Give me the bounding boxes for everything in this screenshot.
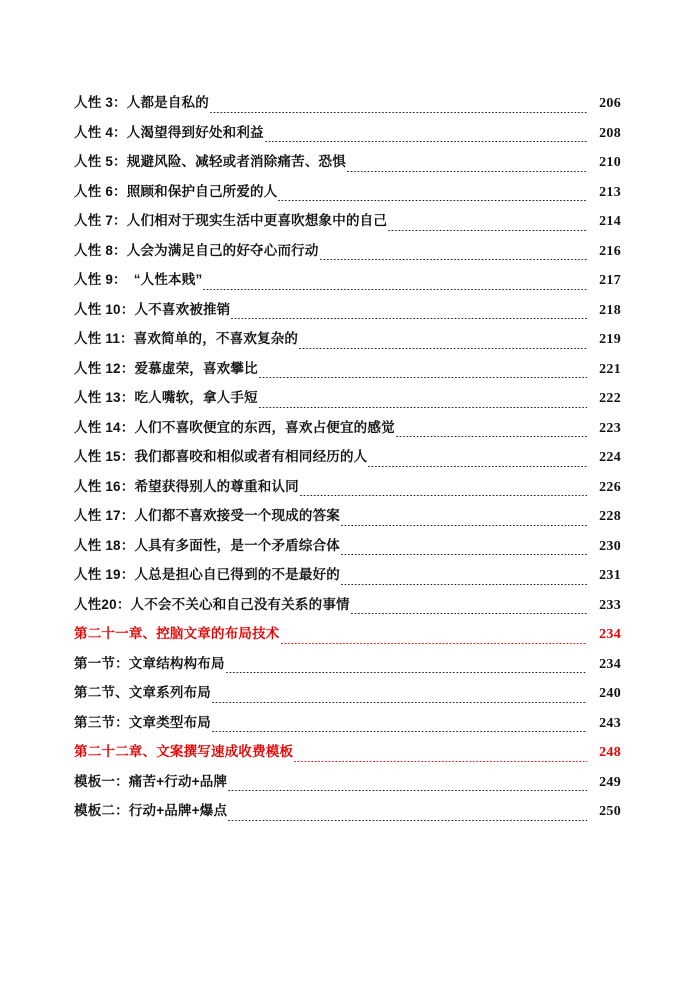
dot-leader	[294, 761, 587, 762]
toc-entry-page-number: 206	[599, 96, 621, 111]
toc-entry-page-number: 216	[599, 243, 621, 259]
dot-leader	[210, 112, 587, 113]
toc-entry-label: 第一节：文章结构构布局	[74, 655, 225, 671]
toc-row[interactable]	[74, 413, 621, 443]
toc-entry-page-number: 250	[599, 804, 621, 819]
toc-row[interactable]	[74, 501, 621, 531]
toc-entry-label: 人性 12：爱慕虚荣，喜欢攀比	[74, 360, 258, 376]
dot-leader	[299, 348, 587, 349]
dot-leader	[396, 436, 587, 437]
toc-entry-label: 人性 16：希望获得别人的尊重和认同	[74, 478, 299, 494]
toc-entry-label: 人性 8：人会为满足自己的好夺心而行动	[74, 242, 319, 258]
toc-row[interactable]	[74, 531, 621, 561]
dot-leader	[226, 672, 587, 673]
toc-row[interactable]	[74, 767, 621, 797]
toc-entry-page-number: 230	[599, 538, 621, 554]
table-of-contents	[74, 88, 621, 826]
toc-entry-page-number: 231	[599, 568, 621, 583]
dot-leader	[320, 259, 587, 260]
toc-entry-label: 人性 5：规避风险、减轻或者消除痛苦、恐惧	[74, 154, 346, 169]
toc-entry-label: 人性20：人不会不关心和自己没有关系的事情	[74, 596, 350, 612]
toc-row[interactable]	[74, 118, 621, 148]
toc-row[interactable]	[74, 796, 621, 826]
toc-row[interactable]	[74, 472, 621, 502]
toc-entry-page-number: 226	[599, 479, 621, 495]
dot-leader	[351, 613, 587, 614]
toc-entry-label: 人性 15：我们都喜咬和相似或者有相同经历的人	[74, 449, 368, 464]
dot-leader	[259, 407, 587, 408]
toc-row[interactable]	[74, 737, 621, 767]
dot-leader	[265, 141, 587, 142]
toc-row[interactable]	[74, 354, 621, 384]
dot-leader	[212, 702, 587, 703]
toc-entry-page-number: 228	[599, 509, 621, 524]
dot-leader	[341, 584, 587, 585]
toc-entry-label: 人性 6：照顾和保护自己所爱的人	[74, 183, 278, 199]
toc-entry-page-number: 214	[599, 214, 621, 229]
toc-entry-label: 第三节：文章类型布局	[74, 714, 211, 730]
toc-row[interactable]	[74, 619, 621, 649]
toc-entry-label: 人性 13：吃人嘴软，拿人手短	[74, 390, 258, 405]
toc-row[interactable]	[74, 442, 621, 472]
dot-leader	[228, 820, 587, 821]
toc-entry-page-number: 218	[599, 302, 621, 318]
toc-entry-page-number: 221	[599, 361, 621, 377]
dot-leader	[212, 731, 587, 732]
dot-leader	[388, 230, 587, 231]
toc-entry-label: 人性 19：人总是担心自已得到的不是最好的	[74, 567, 340, 582]
toc-entry-page-number: 234	[599, 627, 621, 642]
toc-entry-label: 第二节、文章系列布局	[74, 685, 211, 700]
toc-row[interactable]	[74, 708, 621, 738]
toc-entry-page-number: 217	[599, 273, 621, 288]
dot-leader	[281, 643, 588, 644]
toc-entry-page-number: 224	[599, 450, 621, 465]
dot-leader	[228, 790, 587, 791]
toc-row[interactable]	[74, 383, 621, 413]
toc-row[interactable]	[74, 649, 621, 679]
toc-entry-label: 人性 14：人们不喜吹便宜的东西，喜欢占便宜的感觉	[74, 419, 395, 435]
toc-row[interactable]	[74, 678, 621, 708]
dot-leader	[231, 318, 587, 319]
toc-entry-label: 人性 7：人们相对于现实生活中更喜吹想象中的自己	[74, 213, 388, 228]
toc-entry-label: 人性 11：喜欢简单的，不喜欢复杂的	[74, 331, 299, 346]
toc-row[interactable]	[74, 590, 621, 620]
toc-row[interactable]	[74, 88, 621, 118]
toc-entry-page-number: 249	[599, 774, 621, 790]
dot-leader	[300, 495, 587, 496]
dot-leader	[368, 466, 587, 467]
toc-entry-label: 人性 4：人渴望得到好处和利益	[74, 124, 264, 140]
toc-entry-page-number: 210	[599, 155, 621, 170]
toc-entry-label: 人性 18：人具有多面性，是一个矛盾综合体	[74, 537, 340, 553]
dot-leader	[347, 171, 587, 172]
toc-row[interactable]	[74, 295, 621, 325]
toc-row[interactable]	[74, 265, 621, 295]
toc-entry-label: 人性 3：人都是自私的	[74, 95, 209, 110]
toc-entry-label: 人性 9： “人性本贱”	[74, 272, 203, 287]
toc-entry-page-number: 240	[599, 686, 621, 701]
toc-entry-label: 模板一：痛苦+行动+品牌	[74, 773, 228, 789]
toc-row[interactable]	[74, 236, 621, 266]
dot-leader	[203, 289, 587, 290]
toc-row[interactable]	[74, 177, 621, 207]
toc-row[interactable]	[74, 324, 621, 354]
toc-row[interactable]	[74, 560, 621, 590]
toc-entry-label: 第二十一章、控脑文章的布局技术	[74, 626, 280, 641]
toc-entry-page-number: 234	[599, 656, 621, 672]
toc-entry-page-number: 243	[599, 715, 621, 731]
toc-row[interactable]	[74, 147, 621, 177]
dot-leader	[278, 200, 587, 201]
toc-entry-page-number: 248	[599, 745, 621, 760]
toc-entry-page-number: 213	[599, 184, 621, 200]
toc-entry-page-number: 222	[599, 391, 621, 406]
toc-entry-label: 人性 10：人不喜欢被推销	[74, 301, 231, 317]
toc-entry-label: 人性 17：人们都不喜欢接受一个现成的答案	[74, 508, 340, 523]
dot-leader	[259, 377, 587, 378]
toc-row[interactable]	[74, 206, 621, 236]
toc-entry-page-number: 233	[599, 597, 621, 613]
toc-entry-page-number: 223	[599, 420, 621, 436]
toc-entry-page-number: 219	[599, 332, 621, 347]
dot-leader	[341, 525, 587, 526]
toc-entry-label: 第二十二章、文案撰写速成收费模板	[74, 744, 294, 759]
toc-entry-label: 模板二：行动+品牌+爆点	[74, 803, 228, 818]
toc-entry-page-number: 208	[599, 125, 621, 141]
dot-leader	[341, 554, 587, 555]
